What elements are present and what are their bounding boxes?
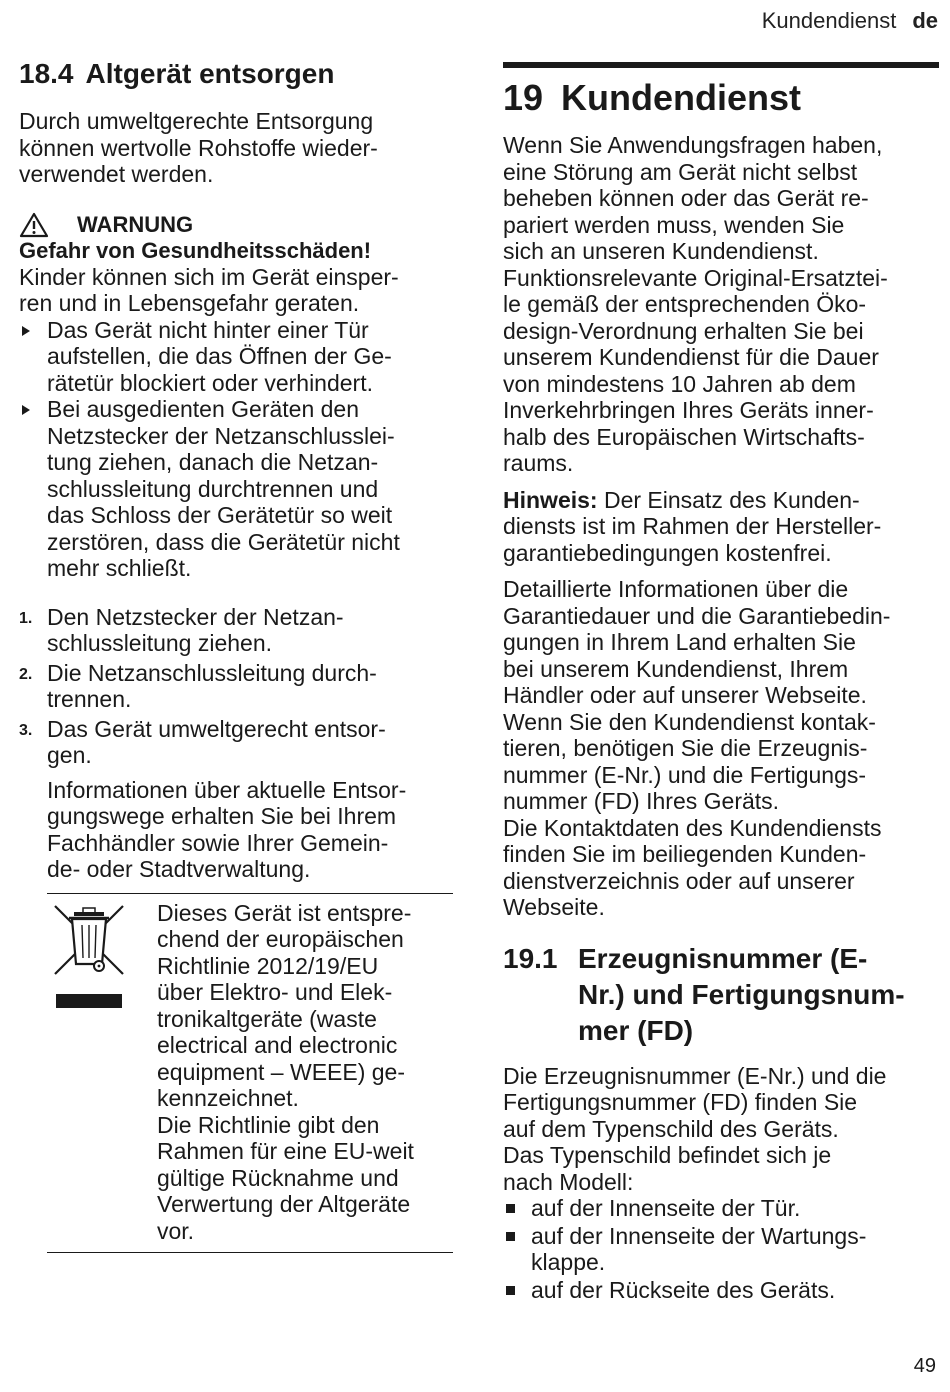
running-header [762, 8, 938, 34]
text-line: garantiebedingungen kostenfrei. [503, 539, 832, 566]
text-line: Die Netzanschlussleitung durch- [47, 659, 377, 686]
text-line: gungen in Ihrem Land erhalten Sie [503, 629, 856, 655]
list-item [503, 1223, 939, 1276]
step-item [19, 660, 459, 713]
text-line: gungswege erhalten Sie bei Ihrem [47, 803, 397, 829]
text-line: mehr schließt. [47, 555, 192, 581]
text-line: Fertigungsnummer (FD) finden Sie [503, 1089, 858, 1115]
text-line: tieren, benötigen Sie die Erzeugnis- [503, 735, 868, 761]
text-line: kennzeichnet. [157, 1085, 299, 1111]
text-line: nummer (FD) Ihres Geräts. [503, 788, 780, 814]
text-line [503, 487, 939, 514]
disposal-steps [19, 604, 459, 769]
text-line: unserem Kundendienst für die Dauer [503, 344, 879, 370]
right-column [503, 62, 939, 1304]
text-line: auf der Innenseite der Tür. [531, 1195, 801, 1221]
text-line: raums. [503, 450, 574, 476]
text-line: Netzstecker der Netzanschlusslei- [47, 422, 395, 449]
text-line: auf dem Typenschild des Geräts. [503, 1115, 839, 1142]
text-line: Die Richtlinie gibt den [157, 1111, 380, 1138]
text-line: Erzeugnisnummer (E- [578, 942, 868, 974]
text-line: aufstellen, die das Öffnen der Ge- [47, 343, 392, 369]
text-line: Wenn Sie Anwendungsfragen haben, [503, 132, 883, 158]
chapter-rule [503, 62, 939, 68]
text-line: nach Modell: [503, 1168, 634, 1195]
header-section: Kundendienst [761, 8, 897, 33]
weee-icon-cell [47, 900, 157, 1245]
hint-label: Hinweis: [503, 486, 598, 513]
text-line: Die Kontaktdaten des Kundendiensts [503, 814, 882, 841]
step-number: 2. [19, 665, 33, 683]
text-line: Verwertung der Altgeräte [157, 1191, 411, 1217]
text-line: mer (FD) [578, 1014, 694, 1046]
text-line: Das Gerät umweltgerecht entsor- [47, 715, 386, 742]
text-line: Funktionsrelevante Original-Ersatztei- [503, 264, 888, 291]
arrow-bullet-icon [22, 405, 30, 415]
text-line: trennen. [47, 686, 132, 712]
text-line: Das Typenschild befindet sich je [503, 1142, 832, 1168]
page-number: 49 [913, 1355, 936, 1377]
disposal-info [19, 777, 459, 883]
text-line: equipment – WEEE) ge- [157, 1058, 406, 1085]
text-line: beheben können oder das Gerät re- [503, 185, 869, 211]
text-line: auf der Innenseite der Wartungs- [531, 1222, 867, 1249]
text-line: chend der europäischen [157, 926, 404, 952]
text-line: rätetür blockiert oder verhindert. [47, 369, 373, 396]
text-line: Den Netzstecker der Netzan- [47, 603, 344, 630]
text-line: Händler oder auf unserer Webseite. [503, 682, 867, 708]
hint-text: Der Einsatz des Kunden- [597, 486, 860, 513]
square-bullet-icon [506, 1286, 515, 1295]
warning-label: WARNUNG [77, 211, 194, 237]
text-line: halb des Europäischen Wirtschafts- [503, 423, 865, 450]
text-line: Bei ausgedienten Geräten den [47, 396, 360, 422]
text-line: Das Gerät nicht hinter einer Tür [47, 316, 369, 343]
step-number: 1. [19, 609, 33, 627]
list-item [503, 1277, 939, 1304]
text-line: diensts ist im Rahmen der Hersteller- [503, 513, 882, 539]
weee-text [157, 900, 453, 1245]
text-line: klappe. [531, 1249, 606, 1275]
service-paragraph [503, 132, 939, 477]
warning-subtitle: Gefahr von Gesundheitsschäden! [19, 237, 372, 263]
text-line: das Schloss der Gerätetür so weit [47, 502, 393, 528]
type-plate-locations [503, 1195, 939, 1303]
section-number: 18.4 [19, 58, 74, 89]
chapter-number: 19 [503, 77, 544, 118]
weee-notice [47, 893, 453, 1254]
text-line: finden Sie im beiliegenden Kunden- [503, 841, 867, 867]
chapter-title: Kundendienst [561, 77, 802, 118]
arrow-bullet-icon [22, 326, 30, 336]
section-heading-18-4 [19, 56, 459, 92]
warning-text [19, 264, 459, 317]
text-line: Wenn Sie den Kundendienst kontak- [503, 708, 876, 735]
section-title: Altgerät entsorgen [85, 58, 335, 89]
text-line: schlussleitung durchtrennen und [47, 475, 379, 502]
text-line: Inverkehrbringen Ihres Geräts inner- [503, 397, 874, 423]
square-bullet-icon [506, 1232, 515, 1241]
text-line: von mindestens 10 Jahren ab dem [503, 370, 856, 397]
text-line: ren und in Lebensgefahr geraten. [19, 290, 360, 316]
text-line: tung ziehen, danach die Netzan- [47, 449, 379, 475]
text-line: Nr.) und Fertigungsnum- [578, 978, 905, 1010]
text-line: Rahmen für eine EU-weit [157, 1138, 414, 1164]
square-bullet-icon [506, 1204, 515, 1213]
text-line: nummer (E-Nr.) und die Fertigungs- [503, 761, 867, 788]
text-line: electrical and electronic [157, 1032, 398, 1058]
text-line: le gemäß der entsprechenden Öko- [503, 291, 867, 317]
text-line: tronikaltgeräte (waste [157, 1005, 377, 1032]
warning-triangle-icon [19, 212, 49, 238]
text-line: Richtlinie 2012/19/EU [157, 952, 379, 979]
text-line: Dieses Gerät ist entspre- [157, 899, 412, 926]
text-line: Webseite. [503, 894, 605, 920]
hint-note [503, 487, 939, 567]
step-item [19, 716, 459, 769]
step-number: 3. [19, 721, 33, 739]
section-number: 19.1 [503, 942, 558, 974]
header-language: de [912, 8, 938, 33]
text-line: schlussleitung ziehen. [47, 630, 273, 656]
section-title [578, 941, 905, 1049]
text-line: können wertvolle Rohstoffe wieder- [19, 134, 378, 161]
text-line: Kinder können sich im Gerät einsper- [19, 263, 399, 290]
text-line: Die Erzeugnisnummer (E-Nr.) und die [503, 1062, 887, 1089]
text-line: Detaillierte Informationen über die [503, 576, 849, 602]
text-line: zerstören, dass die Gerätetür nicht [47, 528, 400, 555]
text-line: sich an unseren Kundendienst. [503, 238, 819, 264]
section-heading-19-1 [503, 941, 939, 1049]
text-line: Fachhändler sowie Ihrer Gemein- [47, 829, 389, 856]
warranty-paragraph [503, 576, 939, 921]
text-line: Durch umweltgerechte Entsorgung [19, 108, 374, 134]
text-line: pariert werden muss, wenden Sie [503, 211, 845, 238]
text-line: gültige Rücknahme und [157, 1164, 399, 1191]
text-line: de- oder Stadtverwaltung. [47, 856, 311, 882]
chapter-heading-19 [503, 76, 939, 120]
text-line: über Elektro- und Elek- [157, 979, 393, 1005]
text-line: bei unserem Kundendienst, Ihrem [503, 655, 849, 682]
step-item [19, 604, 459, 657]
text-line: eine Störung am Gerät nicht selbst [503, 158, 858, 185]
list-item [503, 1195, 939, 1222]
text-line: vor. [157, 1217, 195, 1244]
list-item [19, 396, 459, 582]
text-line: dienstverzeichnis oder auf unserer [503, 867, 855, 894]
text-line: verwendet werden. [19, 161, 214, 187]
warning-heading [19, 212, 459, 238]
intro-paragraph [19, 108, 459, 188]
left-column [19, 56, 459, 1253]
text-line: gen. [47, 742, 92, 768]
text-line: Informationen über aktuelle Entsor- [47, 776, 407, 803]
crossed-out-wheelie-bin-icon [47, 902, 131, 1014]
type-plate-paragraph [503, 1063, 939, 1196]
text-line: auf der Rückseite des Geräts. [531, 1276, 836, 1303]
text-line: Garantiedauer und die Garantiebedin- [503, 602, 891, 629]
warning-bullet-list [19, 317, 459, 582]
list-item [19, 317, 459, 397]
text-line: design-Verordnung erhalten Sie bei [503, 317, 864, 344]
